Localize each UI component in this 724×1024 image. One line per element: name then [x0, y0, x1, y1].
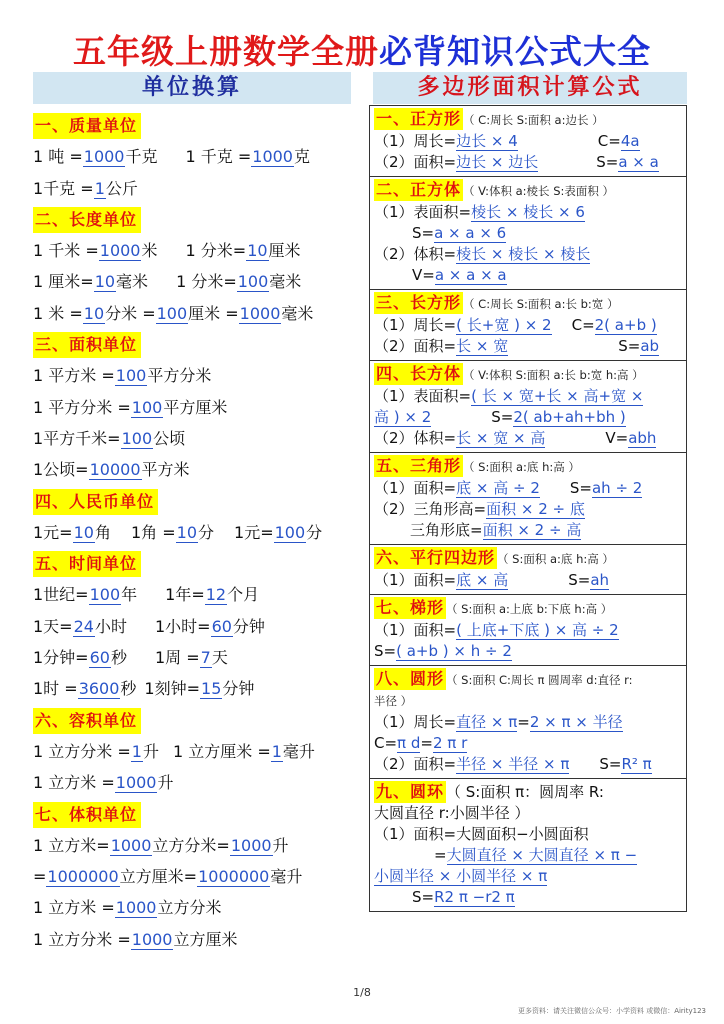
list-item: 1元=10角 1角 =10分 1元=100分	[33, 522, 323, 542]
unit-conversion-column	[33, 110, 363, 955]
formula-column	[369, 105, 687, 912]
rectangle-box: 三、长方形 （ C:周长 S:面积 a:长 b:宽 ） （1）周长=( 长+宽 ) × 2 C=2( a+b ) （2）面积=长 × 宽 S=ab	[369, 289, 687, 360]
page-title: 五年级上册数学全册必背知识公式大全	[73, 32, 651, 71]
list-item: 1千克 =1公斤	[33, 178, 138, 198]
list-item: 1 立方米=1000立方分米=1000升	[33, 835, 289, 855]
list-item: 1 千米 =1000米 1 分米=10厘米	[33, 241, 301, 261]
list-item: 1天=24小时 1小时=60分钟	[33, 616, 265, 636]
circle-box: 八、圆形 （ S:面积 C:周长 π 圆周率 d:直径 r: 半径 ） （1）周长=直径 × π=2 × π × 半径 C=π d=2 π r （2）面积=半径 × 半径 × π S=R² π	[369, 665, 687, 778]
unit-conversion-header: 单位换算	[33, 72, 351, 104]
section-volume: 七、体积单位	[33, 802, 141, 828]
cuboid-box: 四、长方体 （ V:体积 S:面积 a:长 b:宽 h:高 ） （1）表面积=( 长 × 宽+长 × 高+宽 × 高 ) × 2 S=2( ab+ah+bh ) （2）体积=长 × 宽 × 高 V=abh	[369, 360, 687, 452]
trapezoid-box: 七、梯形 （ S:面积 a:上底 b:下底 h:高 ） （1）面积=( 上底+下底 ) × 高 ÷ 2 S=( a+b ) × h ÷ 2	[369, 594, 687, 665]
list-item: 1 平方米 =100平方分米	[33, 366, 212, 386]
section-length: 二、长度单位	[33, 207, 141, 233]
list-item: =1000000立方厘米=1000000毫升	[33, 867, 303, 887]
list-item: 1 立方分米 =1000立方厘米	[33, 929, 238, 949]
parallelogram-box: 六、平行四边形 （ S:面积 a:底 h:高 ） （1）面积=底 × 高 S=ah	[369, 544, 687, 594]
page-number: 1/8	[353, 986, 371, 999]
list-item: 1 立方分米 =1升 1 立方厘米 =1毫升	[33, 741, 315, 761]
triangle-box: 五、三角形 （ S:面积 a:底 h:高 ） （1）面积=底 × 高 ÷ 2 S=ah ÷ 2 （2）三角形高=面积 × 2 ÷ 底 三角形底=面积 × 2 ÷ 高	[369, 452, 687, 544]
list-item: 1平方千米=100公顷	[33, 428, 186, 448]
footer-note: 更多资料：请关注微信公众号：小学资料 或微信：Airity123	[517, 1007, 706, 1015]
list-item: 1时 =3600秒 1刻钟=15分钟	[33, 679, 255, 699]
square-box: 一、正方形 （ C:周长 S:面积 a:边长 ） （1）周长=边长 × 4 C=4a （2）面积=边长 × 边长 S=a × a	[369, 105, 687, 176]
cube-box: 二、正方体 （ V:体积 a:棱长 S:表面积 ） （1）表面积=棱长 × 棱长 × 6 S=a × a × 6 （2）体积=棱长 × 棱长 × 棱长 V=a × a × a	[369, 176, 687, 289]
section-time: 五、时间单位	[33, 551, 141, 577]
section-area: 三、面积单位	[33, 332, 141, 358]
list-item: 1 立方米 =1000立方分米	[33, 898, 222, 918]
section-currency: 四、人民币单位	[33, 489, 158, 515]
list-item: 1分钟=60秒 1周 =7天	[33, 648, 228, 668]
list-item: 1 平方分米 =100平方厘米	[33, 397, 228, 417]
section-capacity: 六、容积单位	[33, 708, 141, 734]
list-item: 1 立方米 =1000升	[33, 773, 174, 793]
list-item: 1世纪=100年 1年=12个月	[33, 585, 260, 605]
area-formula-header: 多边形面积计算公式	[373, 72, 687, 104]
list-item: 1 厘米=10毫米 1 分米=100毫米	[33, 272, 302, 292]
annulus-box: 九、圆环 （ S:面积 π：圆周率 R: 大圆直径 r:小圆半径 ） （1）面积=大圆面积−小圆面积 =大圆直径 × 大圆直径 × π − 小圆半径 × 小圆半径 × π S=R2 π −r2 π	[369, 778, 687, 912]
section-mass: 一、质量单位	[33, 113, 141, 139]
list-item: 1 米 =10分米 =100厘米 =1000毫米	[33, 303, 314, 323]
list-item: 1 吨 =1000千克 1 千克 =1000克	[33, 147, 310, 167]
list-item: 1公顷=10000平方米	[33, 460, 190, 480]
